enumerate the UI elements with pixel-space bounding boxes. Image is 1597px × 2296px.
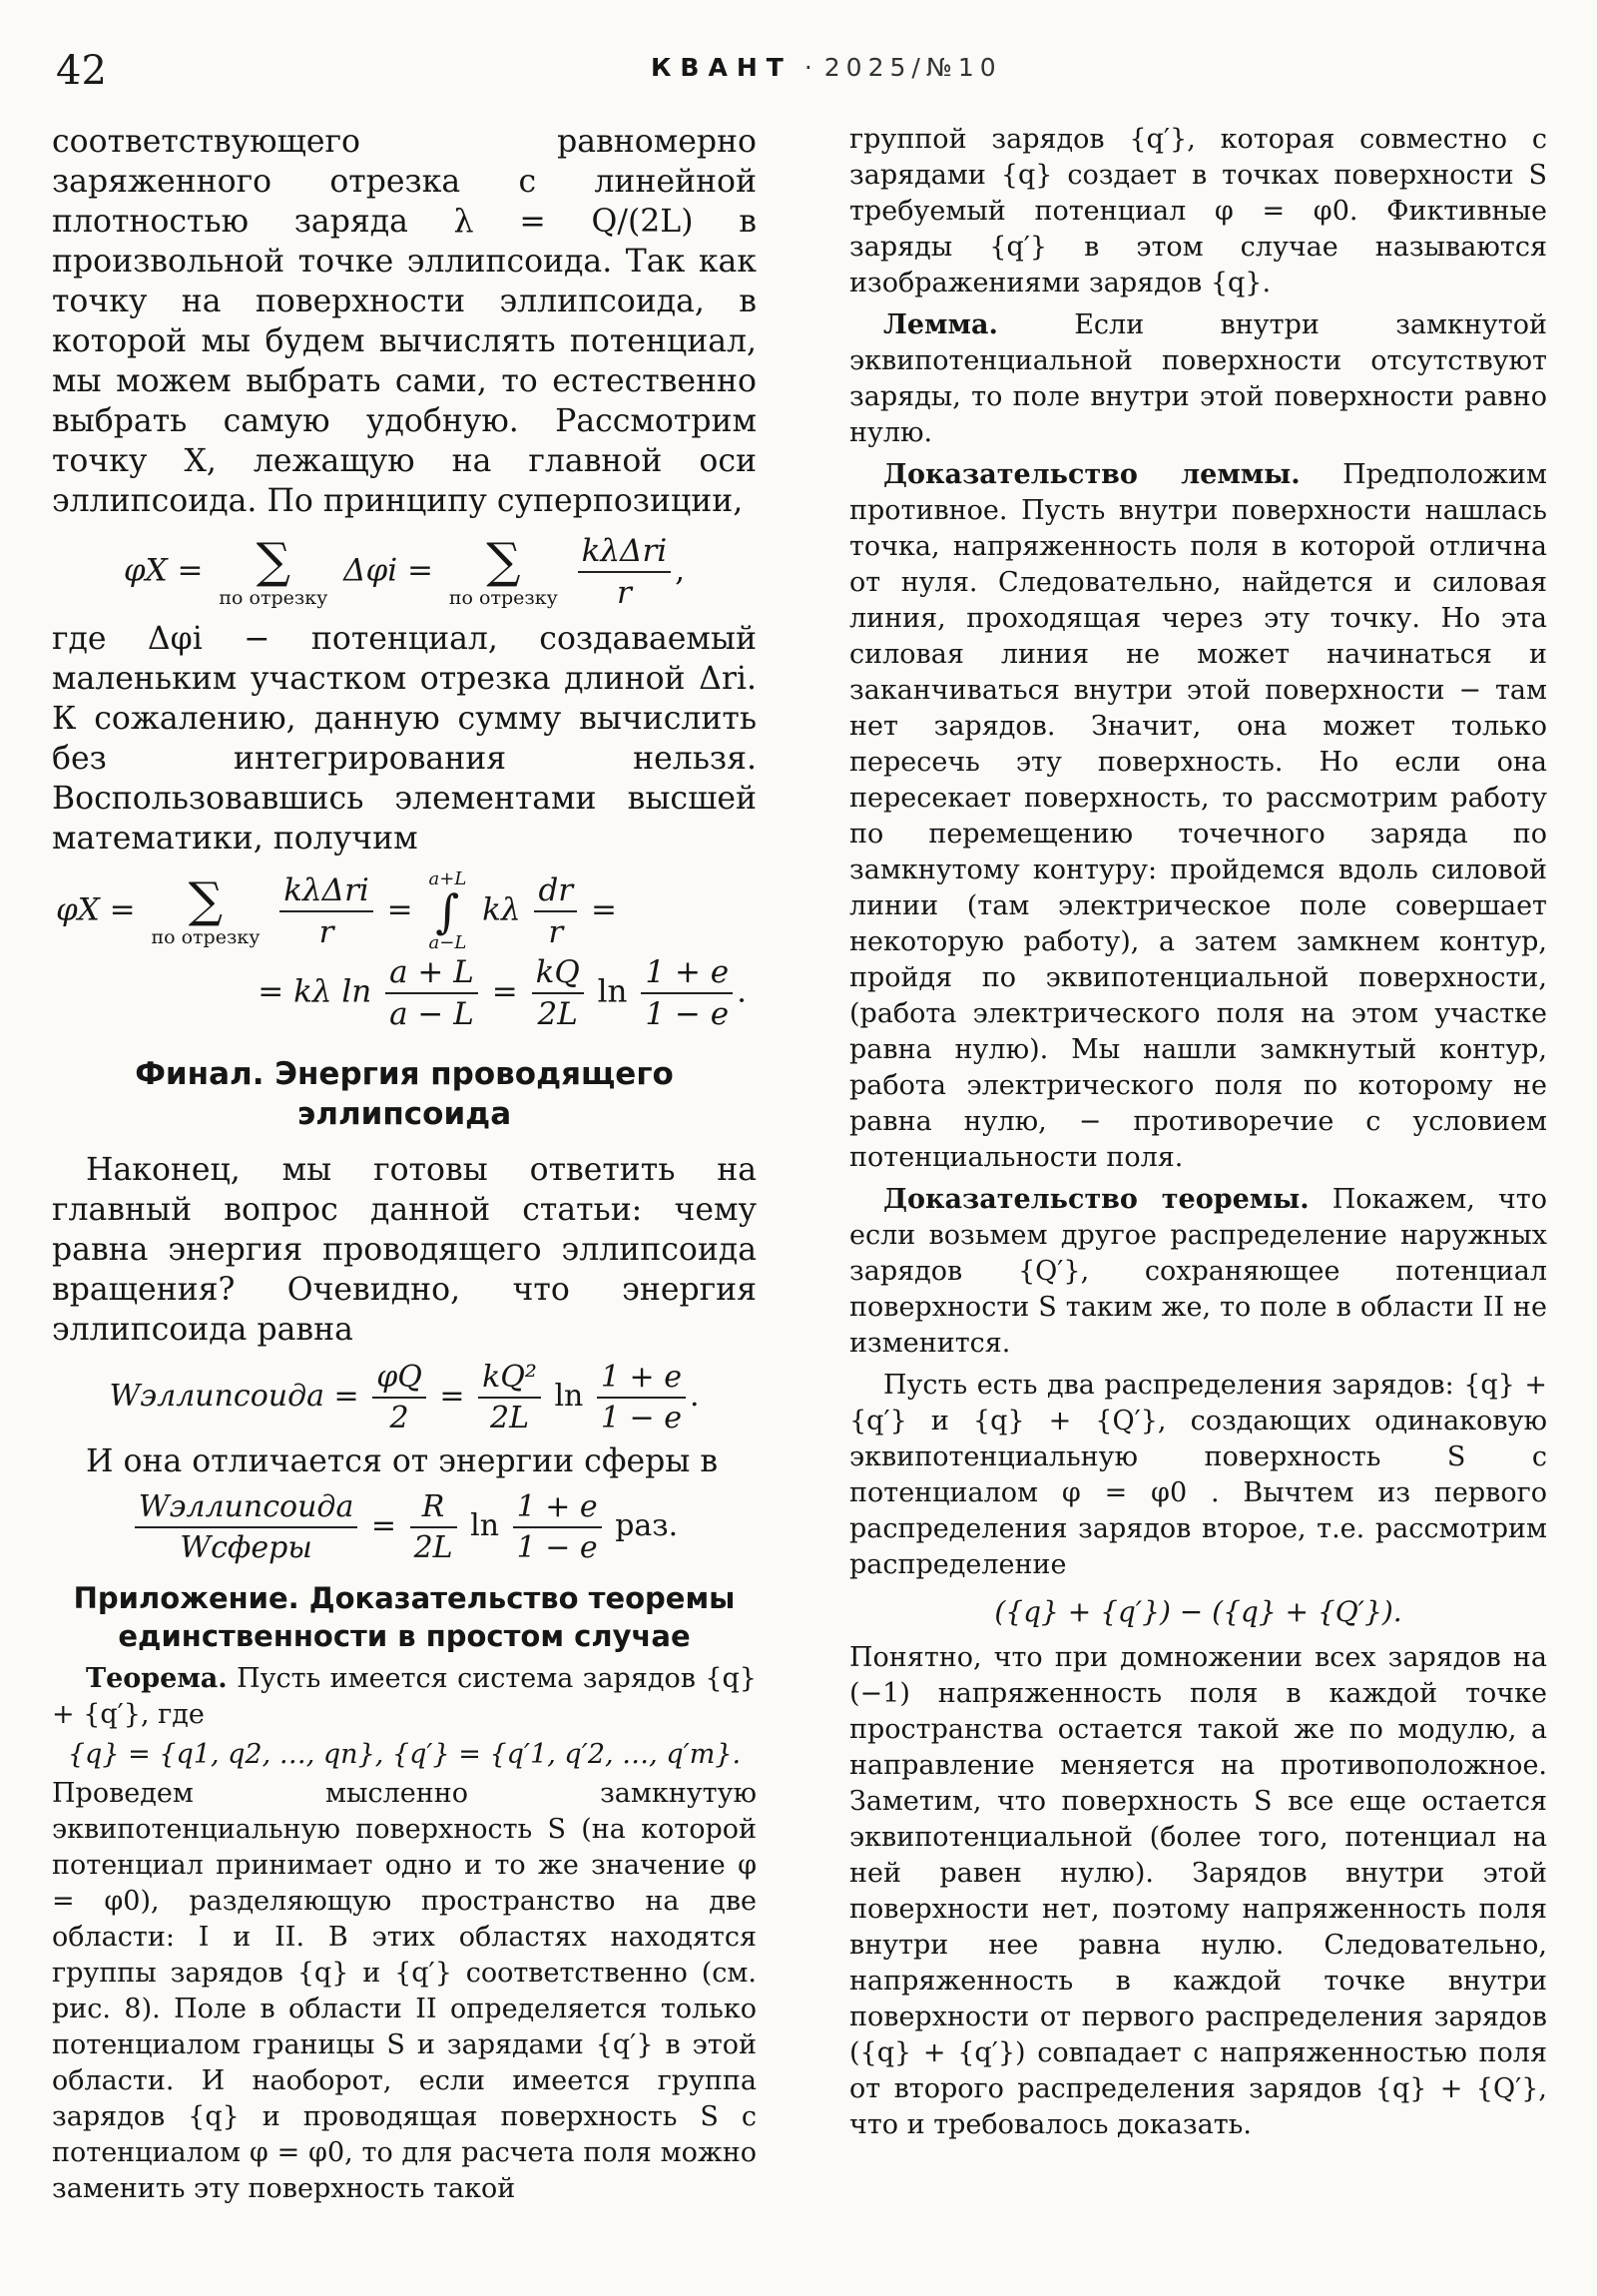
left-paragraph-4: И она отличается от энергии сферы в — [86, 1443, 719, 1479]
eq2-frac4-num: kQ — [532, 954, 584, 994]
equation-energy: Wэллипсоида = $\frac{\varphi Q}{2}$ = $\frac{\text{kQ²}}{2L}$ ln $\frac{1 + e}{1 - e}$ . — [109, 1360, 700, 1435]
eq1-sum-2: ∑ по отрезку — [448, 532, 558, 609]
equation-charge-sets — [52, 1739, 757, 1770]
eq4-ratio-num: Wэллипсоида — [135, 1489, 358, 1528]
header-separator: · — [803, 53, 812, 82]
eq1-tail: , — [675, 552, 686, 589]
eq1-term: Δφi = — [343, 552, 434, 589]
eq3-lhs: Wэллипсоида = — [109, 1379, 359, 1414]
eq2-int-lower: a−L — [428, 932, 467, 953]
eq2-frac5-num: 1 + e — [641, 954, 733, 994]
eq1-frac-den: r — [617, 575, 632, 611]
theorem-proof-text: Покажем, что если возьмем другое распределение наружных зарядов {Q′}, сохраняющее потенциал поверхности S таким же, то поле в области II не изменится. — [849, 1184, 1547, 1359]
theorem-proof-label: Доказательство теоремы. — [883, 1184, 1310, 1215]
theorem-proof — [849, 1182, 1547, 1362]
eq3-frac2-den: 2L — [489, 1401, 529, 1435]
eq2-frac5-den: 1 − e — [645, 996, 730, 1032]
eq2-fraction-5 — [641, 954, 733, 1032]
eq2-integral: a+L ∫ a−L — [428, 868, 467, 953]
left-column — [52, 122, 757, 2207]
eq2-sum: ∑ по отрезку — [151, 871, 261, 948]
right-paragraph-2: Пусть есть два распределения зарядов: {q} + {q′} и {q} + {Q′}, создающих одинаковую эквипотенциальную поверхность S с потенциалом φ = φ0 . Вычтем из первого распределения зарядов второе, т.е. рассмотрим распределение — [849, 1370, 1547, 1580]
eq1-lhs: φX = — [123, 552, 204, 589]
eq3-frac1-num: φQ — [372, 1360, 426, 1399]
heading-final-line-2: эллипсоида — [296, 1096, 512, 1132]
eq2-fraction-3 — [385, 954, 478, 1032]
eq4-frac2-den: 1 − e — [516, 1530, 598, 1565]
eq2-frac1-den: r — [318, 914, 334, 950]
equation-phi-integral: φX = ∑ по отрезку $\frac{\text{kλΔri}}{r}$ = a+L ∫ a−L kλ $\frac{dr}{r}$ = — [56, 868, 617, 953]
eq3-fraction-1 — [372, 1360, 426, 1435]
journal-title — [651, 53, 1002, 82]
eq3-ln: ln — [554, 1379, 584, 1414]
right-paragraph-1: группой зарядов {q′}, которая совместно с зарядами {q} создает в точках поверхности S требуемый потенциал φ = φ0. Фиктивные заряды {q′} в этом случае называются изображениями зарядов {q}. — [849, 124, 1547, 298]
equation-distribution-difference — [849, 1595, 1547, 1628]
eq4-frac1-den: 2L — [413, 1530, 453, 1565]
lemma-text: Если внутри замкнутой эквипотенциальной поверхности отсутствуют заряды, то поле внутри этой поверхности равно нулю. — [849, 309, 1547, 448]
left-paragraph-5: Проведем мысленно замкнутую эквипотенциальную поверхность S (на которой потенциал принимает одно и то же значение φ = φ0), разделяющую пространство на две области: I и II. В этих областях находятся группы зарядов {q} и {q′} соответственно (см. рис. 8). Поле в области II определяется только потенциалом границы S и зарядами {q′} в этой области. И наоборот, если имеется группа зарядов {q} и проводящая поверхность S с потенциалом φ = φ0, то для расчета поля можно заменить эту поверхность такой — [52, 1778, 757, 2204]
eq3-fraction-3 — [597, 1360, 686, 1435]
eq2-frac1-num: kλΔri — [279, 872, 373, 912]
equation-energy-ratio: $\frac{\text{Wэллипсоида}}{\text{Wсферы}}$ = $\frac{R}{2L}$ ln $\frac{1 + e}{1 - e}$ раз. — [52, 1489, 757, 1565]
theorem-statement — [52, 1661, 757, 1733]
eq2-int-upper: a+L — [428, 868, 467, 889]
eq2-sum-label: по отрезку — [151, 925, 261, 948]
eq2-frac2-den: r — [548, 914, 564, 950]
eq2-line2-start: = kλ ln — [258, 973, 372, 1010]
right-paragraph-3: Понятно, что при домножении всех зарядов на (−1) напряженность поля в каждой точке пространства остается такой же по модулю, а направление меняется на противоположное. Заметим, что поверхность S все еще остается эквипотенциальной (более того, потенциал на ней равен нулю). Зарядов внутри этой поверхности нет, поэтому напряженность поля внутри нее равна нулю. Следовательно, напряженность в каждой точке внутри поверхности от первого распределения зарядов ({q} + {q′}) совпадает с напряженностью поля от второго распределения зарядов {q} + {Q′}, что и требовалось доказать. — [849, 1642, 1547, 2140]
eq2-fraction-1 — [279, 872, 373, 950]
eq4-tail: раз. — [615, 1508, 679, 1543]
equation-phi-result: = kλ ln $\frac{a + L}{a - L}$ = $\frac{kQ}{2L}$ ln $\frac{1 + e}{1 - e}$ . — [258, 954, 747, 1032]
eq2-lhs: φX = — [56, 891, 136, 928]
eq4-fraction-2 — [513, 1489, 602, 1565]
left-paragraph-2: где Δφi − потенциал, создаваемый маленьким участком отрезка длиной Δri. К сожалению, данную сумму вычислить без интегрирования нельзя. Воспользовавшись элементами высшей математики, получим — [52, 621, 757, 857]
eq3-frac2-num: kQ² — [478, 1360, 541, 1399]
equation-phi-sum — [52, 533, 757, 611]
eq1-sum-2-label: по отрезку — [448, 586, 558, 609]
eq1-sum-1: ∑ по отрезку — [219, 532, 328, 609]
theorem-text: Пусть имеется система зарядов {q} + {q′}, где — [52, 1663, 757, 1730]
right-column — [849, 122, 1547, 2143]
eq2-fraction-2 — [534, 872, 577, 950]
eq2-frac2-num: dr — [534, 872, 577, 912]
eq3-frac1-den: 2 — [389, 1401, 409, 1435]
right-eq1-text: ({q} + {q′}) − ({q} + {Q′}). — [994, 1595, 1402, 1628]
eq4-ln: ln — [470, 1508, 500, 1543]
section-heading-appendix — [52, 1579, 757, 1655]
eq5-text: {q} = {q1, q2, …, qn}, {q′} = {q′1, q′2, …, q′m}. — [67, 1739, 742, 1770]
eq4-ratio-den: Wсферы — [180, 1530, 312, 1565]
lemma-label: Лемма. — [883, 309, 998, 340]
eq2-frac4-den: 2L — [537, 996, 578, 1032]
eq4-ratio — [135, 1489, 358, 1565]
eq1-sum-1-label: по отрезку — [219, 586, 328, 609]
eq4-frac2-num: 1 + e — [513, 1489, 602, 1528]
eq2-fraction-4 — [532, 954, 584, 1032]
eq2-frac3-num: a + L — [385, 954, 478, 994]
left-paragraph-1: соответствующего равномерно заряженного отрезка с линейной плотностью заряда λ = Q/(2L) в произвольной точке эллипсоида. Так как точку на поверхности эллипсоида, в которой мы будем вычислять потенциал, мы можем выбрать сами, то естественно выбрать самую удобную. Рассмотрим точку X, лежащую на главной оси эллипсоида. По принципу суперпозиции, — [52, 124, 757, 519]
issue-number: 2025/№10 — [823, 53, 1002, 82]
lemma-proof-text: Предположим противное. Пусть внутри поверхности нашлась точка, напряженность поля в которой отлична от нуля. Следовательно, найдется и силовая линия, проходящая через эту точку. Но эта силовая линия не может начинаться и заканчиваться внутри этой поверхности − там нет зарядов. Значит, она может только пересечь эту поверхность. Но если она пересекает поверхность, то рассмотрим работу по перемещению точечного заряда по замкнутому контуру: пройдемся вдоль силовой линии (там электрическое поле совершает некоторую работу), а затем замкнем контур, пройдя по эквипотенциальной поверхности, (работа электрического поля на этом участке равна нулю). Мы нашли замкнутый контур, работа электрического поля по которому не равна нулю, − противоречие с условием потенциальности поля. — [849, 459, 1547, 1173]
eq2-int-body: kλ — [482, 891, 521, 928]
eq1-fraction — [578, 533, 672, 611]
left-paragraph-3: Наконец, мы готовы ответить на главный вопрос данной статьи: чему равна энергия проводящего эллипсоида вращения? Очевидно, что энергия эллипсоида равна — [52, 1152, 757, 1348]
section-heading-final — [52, 1054, 757, 1134]
eq4-fraction-1 — [410, 1489, 457, 1565]
eq1-frac-num: kλΔri — [578, 533, 672, 573]
heading-appendix-line-2: единственности в простом случае — [118, 1619, 691, 1653]
lemma — [849, 307, 1547, 451]
eq3-frac3-den: 1 − e — [600, 1401, 682, 1435]
theorem-label: Теорема. — [86, 1663, 228, 1694]
lemma-proof — [849, 457, 1547, 1176]
journal-name: КВАНТ — [651, 53, 793, 82]
lemma-proof-label: Доказательство леммы. — [883, 459, 1301, 490]
heading-final-line-1: Финал. Энергия проводящего — [135, 1056, 674, 1092]
page-number: 42 — [56, 48, 107, 94]
eq4-frac1-num: R — [410, 1489, 457, 1528]
eq2-frac3-den: a − L — [389, 996, 474, 1032]
heading-appendix-line-1: Приложение. Доказательство теоремы — [73, 1581, 736, 1615]
eq3-frac3-num: 1 + e — [597, 1360, 686, 1399]
eq2-ln: ln — [597, 973, 628, 1010]
page-header — [50, 40, 1547, 100]
eq3-fraction-2 — [478, 1360, 541, 1435]
